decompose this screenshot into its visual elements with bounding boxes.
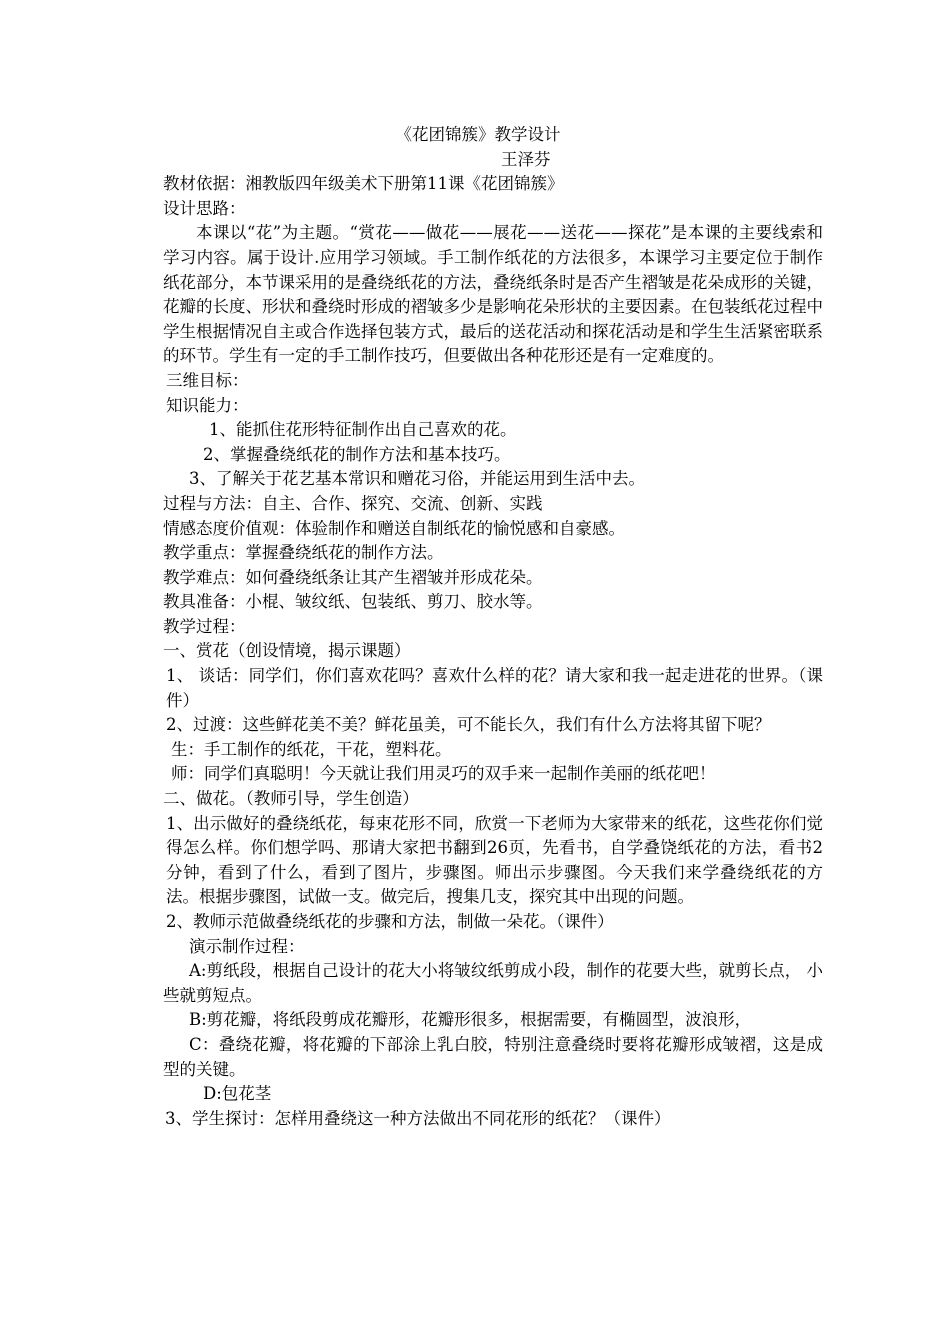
process-method: 过程与方法：自主、合作、探究、交流、创新、实践 [163, 493, 543, 513]
emotion-value: 情感态度价值观：体验制作和赠送自制纸花的愉悦感和自豪感。 [163, 518, 625, 538]
step-a: A:剪纸段，根据自己设计的花大小将皱纹纸剪成小段，制作的花要大些，就剪长点， 小些就剪短点。 [163, 961, 823, 1005]
section-1-item-1: 1、 谈话：同学们，你们喜欢花吗？喜欢什么样的花？请大家和我一起走进花的世界。（课件） [166, 666, 823, 710]
design-idea-heading: 设计思路： [163, 198, 246, 218]
teaching-key-point: 教学重点：掌握叠绕纸花的制作方法。 [163, 543, 444, 563]
goals-heading: 三维目标： [166, 370, 249, 390]
step-d: D:包花茎 [203, 1084, 272, 1104]
section-2-item-2: 2、教师示范做叠绕纸花的步骤和方法，制做一朵花。（课件） [166, 912, 614, 931]
teacher-remark: 师：同学们真聪明！今天就让我们用灵巧的双手来一起制作美丽的纸花吧！ [171, 764, 716, 784]
textbook-basis: 教材依据：湘教版四年级美术下册第11课《花团锦簇》 [163, 174, 564, 194]
process-heading: 教学过程： [163, 616, 246, 636]
design-idea-paragraph: 本课以“花”为主题。“赏花——做花——展花——送花——探花”是本课的主要线索和学习内容。属于设计.应用学习领域。手工制作纸花的方法很多，本课学习主要定位于制作纸花部分，本节课采用的是叠绕纸花的方法，叠绕纸条时是否产生褶皱是花朵成形的关键，花瓣的长度、形状和叠绕时形成的褶皱多少是影响花朵形状的主要因素。在包装纸花过程中学生根据情况自主或合作选择包装方式，最后的送花活动和探花活动是和学生生活紧密联系的环节。学生有一定的手工制作技巧，但要做出各种花形还是有一定难度的。 [163, 223, 823, 366]
teaching-difficulty: 教学难点：如何叠绕纸条让其产生褶皱并形成花朵。 [163, 567, 543, 587]
document-title: 《花团锦簇》教学设计 [395, 125, 561, 144]
step-c: C：叠绕花瓣，将花瓣的下部涂上乳白胶，特别注意叠绕时要将花瓣形成皱褶，这是成型的关键。 [163, 1034, 823, 1079]
student-answer: 生：手工制作的纸花，干花，塑料花。 [171, 739, 452, 759]
section-2-heading: 二、做花。（教师引导，学生创造） [163, 789, 419, 809]
knowledge-item-3: 3、了解关于花艺基本常识和赠花习俗，并能运用到生活中去。 [189, 469, 645, 489]
teaching-materials: 教具准备：小棍、皱纹纸、包装纸、剪刀、胶水等。 [163, 592, 543, 612]
section-1-item-2: 2、过渡：这些鲜花美不美？鲜花虽美，可不能长久，我们有什么方法将其留下呢？ [166, 715, 771, 735]
knowledge-item-1: 1、能抓住花形特征制作出自己喜欢的花。 [209, 420, 517, 440]
author-name: 王泽芬 [501, 149, 551, 169]
section-2-item-1: 1、出示做好的叠绕纸花，每束花形不同，欣赏一下老师为大家带来的纸花，这些花你们觉得怎么样。你们想学吗、那请大家把书翻到26页，先看书，自学叠饶纸花的方法，看书2分钟，看到了什么，看到了图片，步骤图。师出示步骤图。今天我们来学叠绕纸花的方法。根据步骤图，试做一支。做完后，搜集几支，探究其中出现的问题。 [166, 813, 823, 907]
demo-heading: 演示制作过程： [189, 936, 305, 956]
knowledge-heading: 知识能力： [166, 395, 249, 415]
section-1-heading: 一、赏花（创设情境，揭示课题） [163, 641, 411, 661]
knowledge-item-2: 2、掌握叠绕纸花的制作方法和基本技巧。 [203, 444, 511, 464]
document-body [163, 123, 823, 1131]
step-b: B:剪花瓣，将纸段剪成花瓣形，花瓣形很多，根据需要，有椭圆型，波浪形， [189, 1010, 752, 1030]
section-2-item-3: 3、学生探讨：怎样用叠绕这一种方法做出不同花形的纸花？（课件） [165, 1108, 671, 1128]
